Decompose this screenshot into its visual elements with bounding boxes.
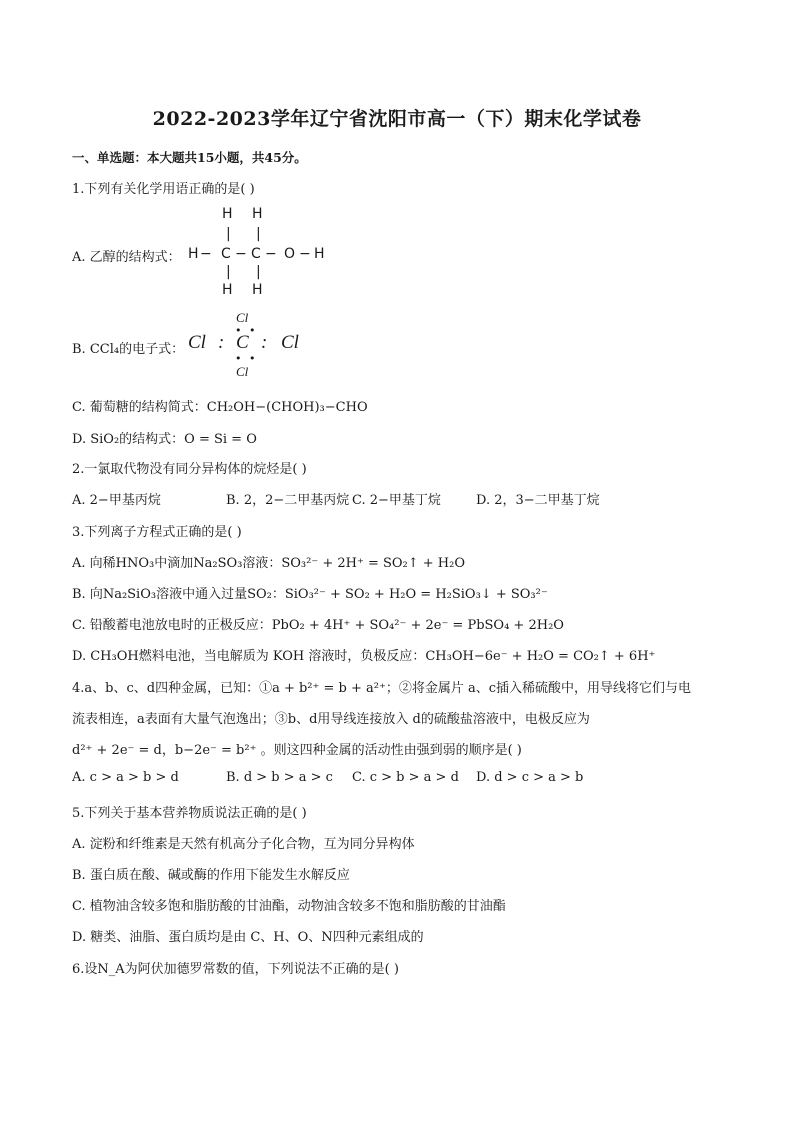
question-5-stem: 5.下列关于基本营养物质说法正确的是( ) (72, 806, 307, 821)
question-2-stem: 2.一氯取代物没有同分异构体的烷烃是( ) (72, 462, 307, 477)
question-2-option-a: A. 2−甲基丙烷 (72, 493, 161, 508)
question-4-stem-line-1: 4.a、b、c、d四种金属，已知：①a + b²⁺ = b + a²⁺；②将金属片 a、c插入稀硫酸中，用导线将它们与电 (72, 681, 692, 696)
question-3-option-a: A. 向稀HNO₃中滴加Na₂SO₃溶液：SO₃²⁻ + 2H⁺ = SO₂↑ + H₂O (72, 556, 466, 571)
question-2-option-d: D. 2，3−二甲基丁烷 (476, 493, 600, 508)
struct-h: H (314, 246, 325, 262)
struct-bond: − (265, 246, 277, 262)
question-4-options (72, 770, 752, 788)
struct-o: O (284, 246, 296, 262)
question-3-option-b: B. 向Na₂SiO₃溶液中通入过量SO₂：SiO₃²⁻ + SO₂ + H₂O = H₂SiO₃↓ + SO₃²⁻ (72, 587, 548, 602)
question-3-option-c: C. 铅酸蓄电池放电时的正极反应：PbO₂ + 4H⁺ + SO₄²⁻ + 2e⁻ = PbSO₄ + 2H₂O (72, 618, 564, 633)
electron-cl: Cl (236, 310, 249, 325)
question-3-option-d: D. CH₃OH燃料电池，当电解质为 KOH 溶液时，负极反应：CH₃OH−6e⁻ + H₂O = CO₂↑ + 6H⁺ (72, 649, 656, 664)
question-5-option-d: D. 糖类、油脂、蛋白质均是由 C、H、O、N四种元素组成的 (72, 930, 424, 945)
question-4-option-c: C. c > b > a > d (352, 770, 459, 785)
question-4-option-d: D. d > c > a > b (476, 770, 584, 785)
question-1-option-b-label: B. CCl₄的电子式： (72, 342, 185, 357)
electron-cl: Cl (281, 332, 299, 353)
question-4-option-a: A. c > a > b > d (72, 770, 179, 785)
question-5-option-c: C. 植物油含较多饱和脂肪酸的甘油酯，动物油含较多不饱和脂肪酸的甘油酯 (72, 899, 506, 914)
ethanol-structural-formula (188, 204, 338, 299)
struct-bond: | (226, 264, 231, 280)
section-heading: 一、单选题：本大题共15小题，共45分。 (72, 150, 307, 165)
electron-colon: : (261, 332, 268, 353)
question-1-option-d: D. SiO₂的结构式：O = Si = O (72, 432, 257, 447)
page-title: 2022-2023学年辽宁省沈阳市高一（下）期末化学试卷 (152, 108, 642, 130)
question-1-option-c: C. 葡萄糖的结构简式：CH₂OH−(CHOH)₃−CHO (72, 400, 368, 415)
electron-dots: • • (235, 352, 258, 365)
question-4-stem-line-3: d²⁺ + 2e⁻ = d，b−2e⁻ = b²⁺ 。则这四种金属的活动性由强到弱的顺序是( ) (72, 743, 522, 758)
struct-bond: − (200, 246, 212, 262)
question-4-stem-line-2: 流表相连，a表面有大量气泡逸出；③b、d用导线连接放入 d的硫酸盐溶液中，电极反应为 (72, 712, 590, 727)
struct-c: C (251, 246, 261, 262)
electron-cl: Cl (188, 332, 206, 353)
question-2-option-b: B. 2，2−二甲基丙烷 (226, 493, 350, 508)
struct-h: H (222, 282, 233, 298)
struct-h: H (252, 282, 263, 298)
struct-bond: − (235, 246, 247, 262)
struct-h: H (188, 246, 199, 262)
struct-bond: − (299, 246, 311, 262)
electron-cl: Cl (236, 364, 249, 379)
question-1-stem: 1.下列有关化学用语正确的是( ) (72, 182, 255, 197)
question-6-stem: 6.设N_A为阿伏加德罗常数的值，下列说法不正确的是( ) (72, 962, 399, 977)
electron-dots: • • (235, 324, 258, 337)
struct-h: H (222, 206, 233, 222)
question-2-options (72, 489, 752, 507)
struct-bond: | (226, 226, 231, 242)
ccl4-electron-formula (188, 310, 318, 382)
question-2-option-c: C. 2−甲基丁烷 (352, 493, 441, 508)
struct-c: C (221, 246, 231, 262)
electron-colon: : (218, 332, 225, 353)
question-3-stem: 3.下列离子方程式正确的是( ) (72, 525, 242, 540)
struct-bond: | (256, 264, 261, 280)
question-1-option-a-label: A. 乙醇的结构式： (72, 250, 181, 265)
struct-bond: | (256, 226, 261, 242)
question-4-option-b: B. d > b > a > c (226, 770, 333, 785)
question-5-option-a: A. 淀粉和纤维素是天然有机高分子化合物，互为同分异构体 (72, 837, 415, 852)
struct-h: H (252, 206, 263, 222)
electron-c: C (236, 332, 249, 353)
question-5-option-b: B. 蛋白质在酸、碱或酶的作用下能发生水解反应 (72, 868, 350, 883)
